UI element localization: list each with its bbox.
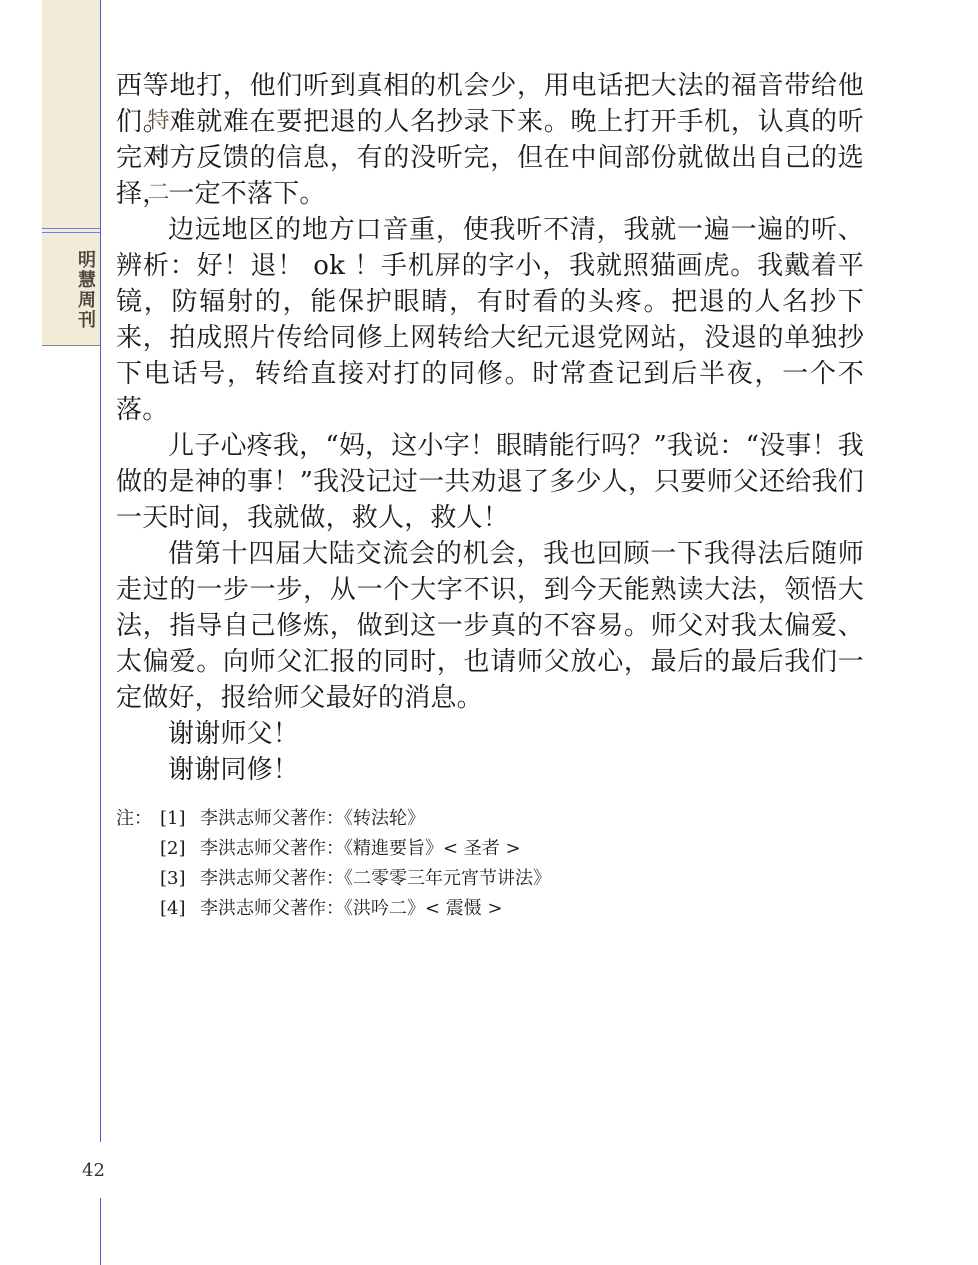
footnote-item bbox=[116, 804, 864, 834]
footnote-text: 李洪志师父著作：《二零零三年元宵节讲法》 bbox=[200, 868, 551, 889]
closing-thanks: 谢谢同修！ bbox=[168, 755, 300, 785]
margin-rule-top bbox=[100, 0, 101, 1142]
footnote-number: [4] bbox=[160, 898, 186, 919]
side-tab bbox=[42, 0, 169, 346]
footnote-item bbox=[116, 864, 864, 894]
tab-special-label: 特刊二 bbox=[144, 108, 169, 216]
paragraph: 借第十四届大陆交流会的机会，我也回顾一下我得法后随师走过的一步一步，从一个大字不识，到今天能熟读大法，领悟大法，指导自己修炼，做到这一步真的不容易。师父对我太偏爱、太偏爱。向师父汇报的同时，也请师父放心，最后的最后我们一定做好，报给师父最好的消息。 bbox=[116, 539, 864, 713]
footnote-number: [2] bbox=[160, 838, 186, 859]
footnote-item bbox=[116, 894, 864, 924]
tab-divider-inner bbox=[42, 232, 100, 233]
paragraph: 儿子心疼我，“妈，这小字！眼睛能行吗？”我说：“没事！我做的是神的事！”我没记过一共劝退了多少人，只要师父还给我们一天时间，我就做，救人，救人！ bbox=[116, 431, 864, 533]
paragraph: 边远地区的地方口音重，使我听不清，我就一遍一遍的听、辨析：好！退！ ok ！手机屏的字小，我就照猫画虎。我戴着平镜，防辐射的，能保护眼睛，有时看的头疼。把退的人名抄下来，拍成照片传给同修上网转给大纪元退党网站，没退的单独抄下电话号，转给直接对打的同修。时常查记到后半夜，一个不落。 bbox=[116, 215, 864, 425]
footnote-number: [3] bbox=[160, 868, 186, 889]
footnote-text: 李洪志师父著作：《精進要旨》< 圣者 > bbox=[200, 838, 521, 859]
page-number: 42 bbox=[82, 1160, 105, 1181]
footnote-text: 李洪志师父著作：《转法轮》 bbox=[200, 808, 425, 829]
article-body bbox=[116, 68, 864, 788]
footnote-item bbox=[116, 834, 864, 864]
tab-divider bbox=[42, 228, 100, 229]
footnote-text: 李洪志师父著作：《洪吟二》< 震慑 > bbox=[200, 898, 503, 919]
footnote-number: [1] bbox=[160, 808, 186, 829]
footnote-lead: 注： bbox=[116, 808, 152, 829]
paragraph: 西等地打，他们听到真相的机会少，用电话把大法的福音带给他们。难就难在要把退的人名抄录下来。晚上打开手机，认真的听完对方反馈的信息，有的没听完，但在中间部份就做出自己的选择，一定不落下。 bbox=[116, 71, 864, 209]
tab-weekly-label: 明慧周刊 bbox=[75, 250, 96, 330]
margin-rule-bottom bbox=[100, 1198, 101, 1265]
footnotes bbox=[116, 804, 864, 924]
closing-thanks: 谢谢师父！ bbox=[168, 719, 300, 749]
